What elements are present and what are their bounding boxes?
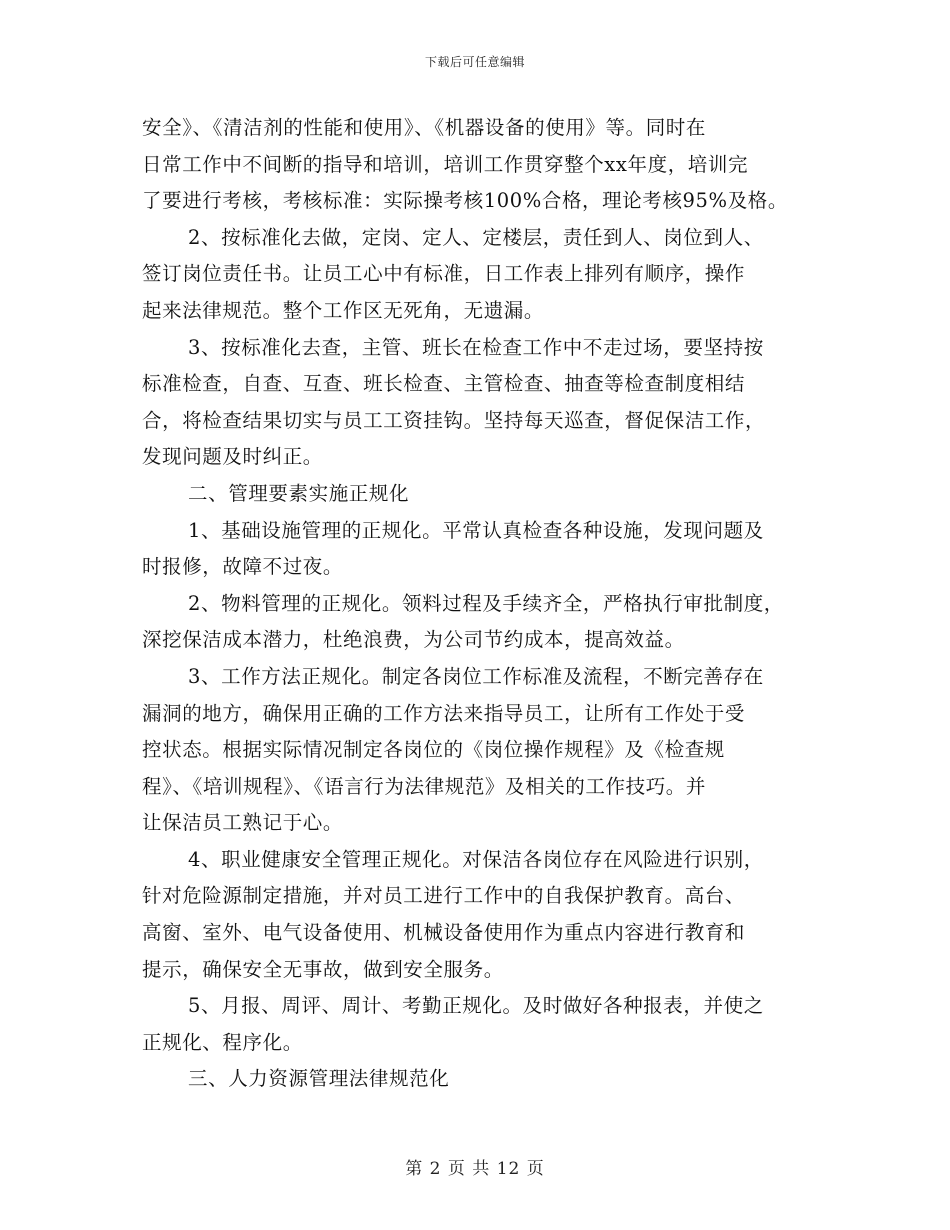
text-line-2: 日常工作中不间断的指导和培训，培训工作贯穿整个xx年度，培训完 <box>142 152 749 176</box>
text-line-18: 控状态。根据实际情况制定各岗位的《岗位操作规程》及《检查规 <box>142 738 725 762</box>
text-line-26: 正规化、程序化。 <box>142 1030 303 1054</box>
text-line-21: 4、职业健康安全管理正规化。对保洁各岗位存在风险进行识别， <box>188 847 764 871</box>
text-line-17: 漏洞的地方，确保用正确的工作方法来指导员工，让所有工作处于受 <box>142 701 746 725</box>
text-line-7: 3、按标准化去查，主管、班长在检查工作中不走过场，要坚持按 <box>188 335 764 359</box>
text-line-5: 签订岗位责任书。让员工心中有标准，日工作表上排列有顺序，操作 <box>142 262 746 286</box>
text-line-3: 了要进行考核，考核标准：实际操考核100%合格，理论考核95%及格。 <box>142 189 788 213</box>
text-line-15: 深挖保洁成本潜力，杜绝浪费，为公司节约成本，提高效益。 <box>142 628 685 652</box>
text-line-9: 合，将检查结果切实与员工工资挂钩。坚持每天巡查，督促保洁工作， <box>142 408 766 432</box>
text-line-19: 程》、《培训规程》、《语言行为法律规范》及相关的工作技巧。并 <box>142 774 707 798</box>
section-heading-3: 三、人力资源管理法律规范化 <box>188 1067 450 1091</box>
text-line-22: 针对危险源制定措施，并对员工进行工作中的自我保护教育。高台、 <box>142 884 746 908</box>
text-line-16: 3、工作方法正规化。制定各岗位工作标准及流程，不断完善存在 <box>188 664 764 688</box>
text-line-6: 起来法律规范。整个工作区无死角，无遗漏。 <box>142 298 545 322</box>
text-line-10: 发现问题及时纠正。 <box>142 445 323 469</box>
text-line-14: 2、物料管理的正规化。领料过程及手续齐全，严格执行审批制度， <box>188 591 784 615</box>
document-body <box>142 110 822 1098</box>
text-line-25: 5、月报、周评、周计、考勤正规化。及时做好各种报表，并使之 <box>188 994 764 1018</box>
text-line-12: 1、基础设施管理的正规化。平常认真检查各种设施，发现问题及 <box>188 518 764 542</box>
text-line-20: 让保洁员工熟记于心。 <box>142 811 344 835</box>
text-line-24: 提示，确保安全无事故，做到安全服务。 <box>142 957 504 981</box>
text-line-4: 2、按标准化去做，定岗、定人、定楼层，责任到人、岗位到人、 <box>188 225 764 249</box>
text-line-1: 安全》、《清洁剂的性能和使用》、《机器设备的使用》等。同时在 <box>142 116 707 139</box>
text-line-13: 时报修，故障不过夜。 <box>142 555 344 579</box>
section-heading-2: 二、管理要素实施正规化 <box>188 481 410 505</box>
page-number-footer: 第 2 页 共 12 页 <box>405 1159 545 1179</box>
page-header: 下载后可任意编辑 <box>424 55 525 69</box>
text-line-8: 标准检查，自查、互查、班长检查、主管检查、抽查等检查制度相结 <box>142 372 746 396</box>
text-line-23: 高窗、室外、电气设备使用、机械设备使用作为重点内容进行教育和 <box>142 921 746 945</box>
